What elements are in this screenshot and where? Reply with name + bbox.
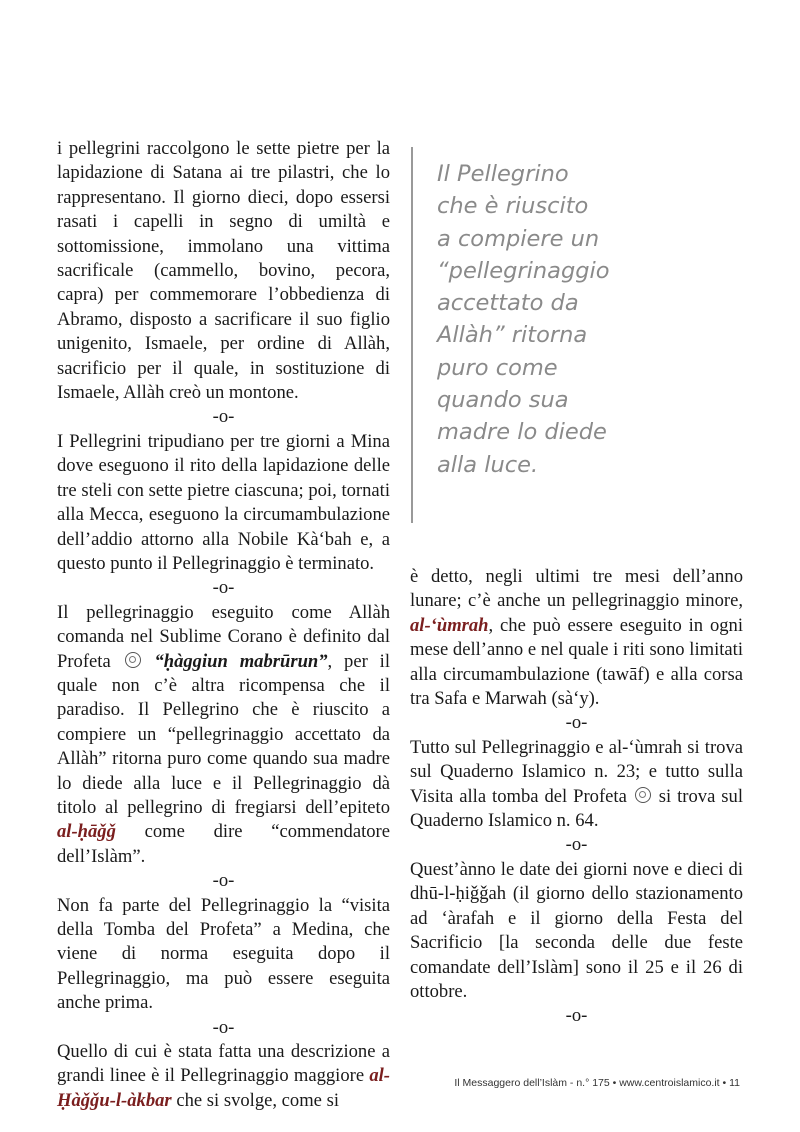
paragraph: I Pellegrini tripudiano per tre giorni a Mina dove eseguono il rito della lapidazione delle tre steli con sette pietre ciascuna; poi, tornati alla Mecca, eseguono la circumambulazione dell’addio attorno alla Nobile Kà‘bah e, a questo punto il Pellegrinaggio è terminato.: [57, 430, 390, 574]
pull-quote-line: “pellegrinaggio: [437, 257, 610, 284]
page-footer: Il Messaggero dell’Islàm - n.° 175 • www.centroislamico.it • 11: [454, 1077, 740, 1089]
text-run: , per il quale non c’è altra ricompensa che il paradiso. Il Pellegrino che è riuscito a compiere un “pellegrinaggio accettato da Allàh” ritorna puro come quando sua madre lo diede alla luce e il Pellegrinaggio dà titolo al pellegrino di fregiarsi dell’epiteto: [57, 650, 390, 818]
separator: -o-: [565, 712, 588, 734]
text-run: , che può essere eseguito in ogni mese dell’anno e nel quale i riti sono limitati alla circumambulazione (tawāf) e alla corsa tra Safa e Marwah (sà‘y).: [410, 614, 743, 710]
text-run: Il pellegrinaggio eseguito come Allàh comanda nel Sublime Corano è definito dal Profeta: [57, 601, 390, 672]
text-run: che si svolge, come si: [176, 1089, 339, 1111]
pull-quote-line: accettato da: [437, 290, 579, 317]
text-run: Tutto sul Pellegrinaggio e al-‘ùmrah si trova sul Quaderno Islamico n. 23; e tutto sulla Visita alla tomba del Profeta: [410, 736, 743, 807]
pull-quote-rule: [411, 147, 413, 523]
text-run: Quello di cui è stata fatta una descrizione a grandi linee è il Pellegrinaggio maggiore: [57, 1041, 390, 1087]
separator: -o-: [212, 1016, 235, 1038]
separator: -o-: [212, 870, 235, 892]
separator: -o-: [212, 577, 235, 599]
pull-quote-line: Allàh” ritorna: [437, 322, 588, 349]
text-run: è detto, negli ultimi tre mesi dell’anno lunare; c’è anche un pellegrinaggio minore,: [410, 566, 743, 612]
pull-quote-line: madre lo diede: [437, 419, 607, 446]
left-column: [57, 137, 390, 1113]
pull-quote-line: quando sua: [437, 387, 569, 414]
text-run: come dire “commendatore dell’Islàm”.: [57, 821, 390, 867]
term-al-hagg: al-ḥāǧǧ: [57, 821, 116, 843]
separator: -o-: [565, 1005, 588, 1027]
term-haggiun-mabrurun: “ḥàggiun mabrūrun”: [154, 650, 328, 672]
salutation-icon: [635, 787, 651, 803]
pull-quote: [437, 158, 737, 481]
separator: -o-: [212, 406, 235, 428]
paragraph: [410, 565, 743, 711]
paragraph: Non fa parte del Pellegrinaggio la “visita della Tomba del Profeta” a Medina, che viene di norma eseguita dopo il Pellegrinaggio, ma può essere eseguita anche prima.: [57, 894, 390, 1014]
paragraph: Quest’ànno le date dei giorni nove e dieci di dhū-l-ḥiǧǧah (il giorno dello stazionamento ad ‘àrafah e il giorno della Festa del Sacrificio [la seconda delle due feste comandate dell’Islàm] sono il 25 e il 26 di ottobre.: [410, 858, 743, 1002]
right-column: [410, 565, 743, 1029]
paragraph: i pellegrini raccolgono le sette pietre per la lapidazione di Satana ai tre pilastri, che lo rappresentano. Il giorno dieci, dopo essersi rasati i capelli in segno di umiltà e sottomissione, immolano una vittima sacrificale (cammello, bovino, pecora, capra) per commemorare l’obbedienza di Abramo, disposto a sacrificare il suo figlio unigenito, Ismaele, per ordine di Allàh, sacrificio per il quale, in sostituzione di Ismaele, Allàh creò un montone.: [57, 138, 390, 404]
salutation-icon: [125, 652, 141, 668]
pull-quote-line: Il Pellegrino: [437, 161, 569, 187]
term-al-umrah: al-‘ùmrah: [410, 614, 489, 636]
pull-quote-line: puro come: [437, 354, 558, 381]
paragraph: [410, 736, 743, 834]
separator: -o-: [565, 834, 588, 856]
pull-quote-line: alla luce.: [437, 451, 539, 478]
pull-quote-line: a compiere un: [437, 225, 600, 252]
paragraph: [57, 601, 390, 869]
text-run: si trova sul Quaderno Islamico n. 64.: [410, 785, 743, 832]
term-al-haggu-l-akbar: al-Ḥàǧǧu-l-àkbar: [57, 1065, 390, 1111]
paragraph: [57, 1040, 390, 1113]
pull-quote-line: che è riuscito: [437, 193, 589, 220]
